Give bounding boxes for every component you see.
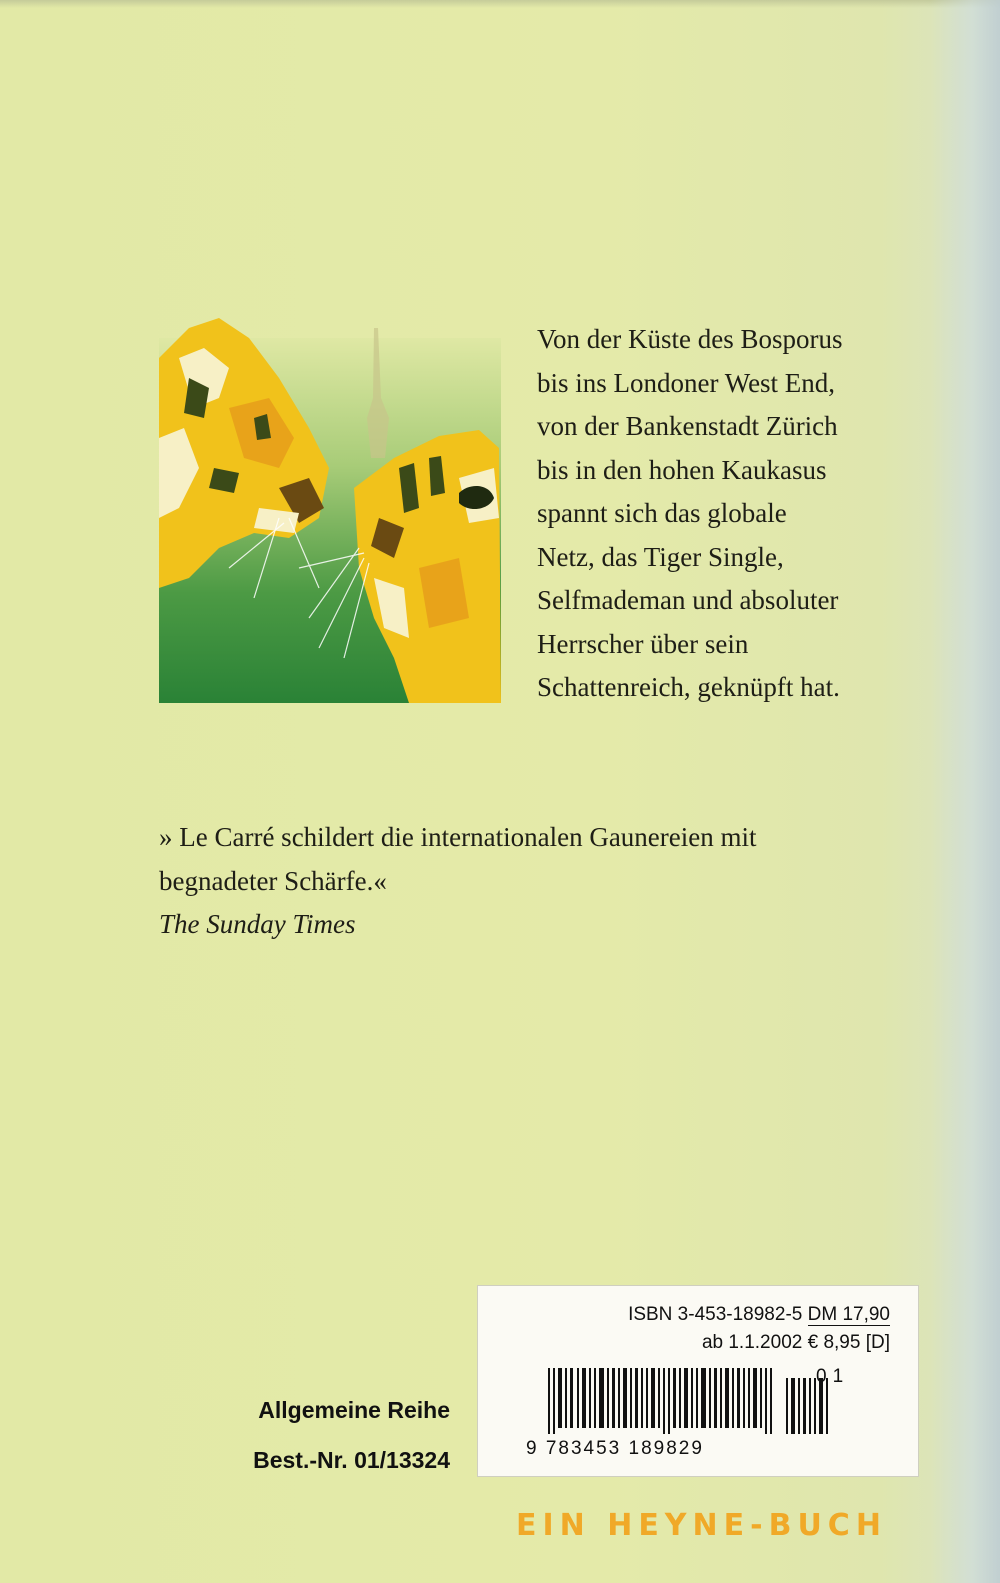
blurb-text: Von der Küste des Bosporus bis ins Londoner West End, von der Bankenstadt Zürich bis in den hohen Kaukasus spannt sich das globale Netz, das Tiger Single, Selfmademan und absoluter Herrscher über sein Schattenreich, geknüpft hat. — [537, 324, 843, 702]
dm-price: DM 17,90 — [807, 1304, 890, 1325]
isbn-number: ISBN 3-453-18982-5 — [628, 1304, 803, 1325]
publisher-mark: EIN HEYNE-BUCH — [516, 1508, 887, 1543]
cover-edge-right — [930, 0, 1000, 1583]
series-info — [200, 1385, 450, 1485]
tiger-illustration — [159, 318, 501, 703]
cover-edge-top — [0, 0, 1000, 8]
two-tigers-illustration-icon — [159, 318, 501, 703]
review-quote — [159, 816, 849, 947]
isbn-line — [628, 1304, 890, 1326]
quote-text: » Le Carré schildert die internationalen Gaunereien mit begnadeter Schärfe.« — [159, 822, 757, 896]
series-name: Allgemeine Reihe — [258, 1397, 450, 1423]
barcode-label — [477, 1285, 919, 1477]
barcode-addon: 01 — [816, 1366, 850, 1387]
quote-source: The Sunday Times — [159, 909, 356, 939]
order-number: Best.-Nr. 01/13324 — [253, 1447, 450, 1473]
barcode-digits: 9 783453 189829 — [526, 1438, 704, 1459]
euro-price: ab 1.1.2002 € 8,95 [D] — [701, 1332, 890, 1353]
blurb-block — [159, 318, 849, 710]
